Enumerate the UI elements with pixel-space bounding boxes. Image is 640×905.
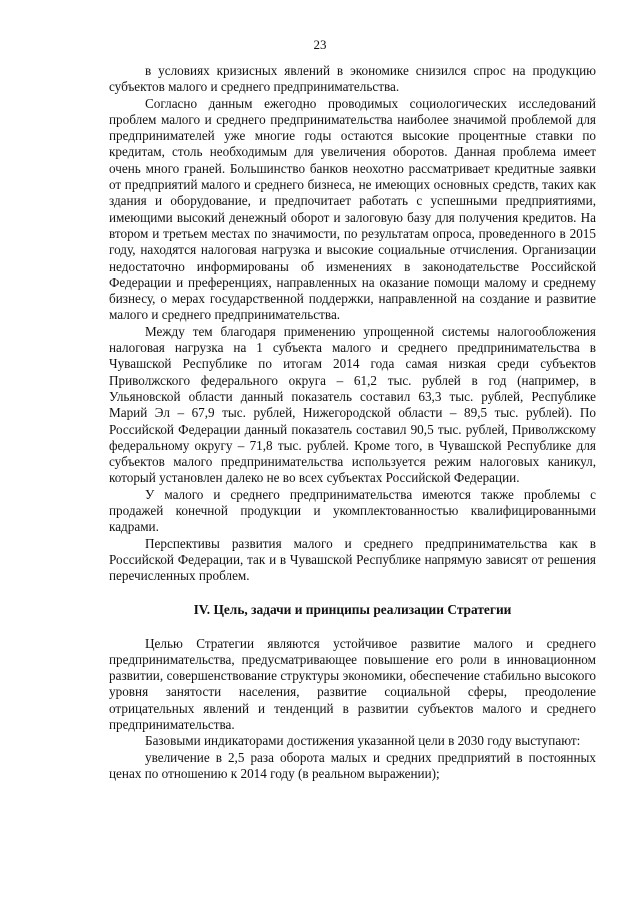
paragraph: Согласно данным ежегодно проводимых социологических исследований проблем малого и среднего предпринимательства наиболее значимой проблемой для предпринимателей уже многие годы остаются высокие процентные ставки по кредитам, столь необходимым для увеличения оборотов. Данная проблема имеет очень много граней. Большинство банков неохотно рассматривает кредитные заявки от предприятий малого и среднего бизнеса, не имеющих основных средств, таких как здания и оборудование, и предпочитает работать с успешными предприятиями, имеющими высокий денежный оборот и залоговую базу для получения кредитов. На втором и третьем местах по значимости, по результатам опроса, проведенного в 2015 году, находятся налоговая нагрузка и высокие социальные отчисления. Организации недостаточно информированы об изменениях в законодательстве Российской Федерации и преференциях, направленных на оказание помощи малому и среднему бизнесу, о мерах государственной поддержки, направленной на создание и развитие малого и среднего предпринимательства. xyxy=(109,95,596,323)
document-body xyxy=(109,63,596,782)
paragraph: в условиях кризисных явлений в экономике снизился спрос на продукцию субъектов малого и среднего предпринимательства. xyxy=(109,63,596,95)
page-number: 23 xyxy=(313,37,327,52)
paragraph: увеличение в 2,5 раза оборота малых и средних предприятий в постоянных ценах по отношению к 2014 году (в реальном выражении); xyxy=(109,749,596,781)
paragraph: Целью Стратегии являются устойчивое развитие малого и среднего предпринимательства, предусматривающее повышение его роли в инновационном развитии, совершенствование структуры экономики, обеспечение стабильно высокого уровня занятости населения, развитие социальной сферы, преодоление отрицательных явлений и тенденций в развитии субъектов малого и среднего предпринимательства. xyxy=(109,635,596,732)
section-heading: IV. Цель, задачи и принципы реализации Стратегии xyxy=(193,601,512,617)
paragraph: У малого и среднего предпринимательства имеются также проблемы с продажей конечной продукции и укомплектованностью квалифицированными кадрами. xyxy=(109,486,596,535)
paragraph: Базовыми индикаторами достижения указанной цели в 2030 году выступают: xyxy=(145,733,581,749)
paragraph: Между тем благодаря применению упрощенной системы налогообложения налоговая нагрузка на 1 субъекта малого и среднего предпринимательства в Чувашской Республике по итогам 2014 года самая низкая среди субъектов Приволжского федерального округа – 61,2 тыс. рублей в год (например, в Ульяновской области данный показатель составил 63,3 тыс. рублей, Республике Марий Эл – 67,9 тыс. рублей, Нижегородской области – 89,5 тыс. рублей). По Российской Федерации данный показатель составил 90,5 тыс. рублей, Приволжскому федеральному округу – 71,8 тыс. рублей. Кроме того, в Чувашской Республике для субъектов малого предпринимательства используется режим налоговых каникул, который установлен далеко не во всех субъектах Российской Федерации. xyxy=(109,323,596,486)
paragraph: Перспективы развития малого и среднего предпринимательства как в Российской Федерации, так и в Чувашской Республике напрямую зависят от решения перечисленных проблем. xyxy=(109,535,596,584)
